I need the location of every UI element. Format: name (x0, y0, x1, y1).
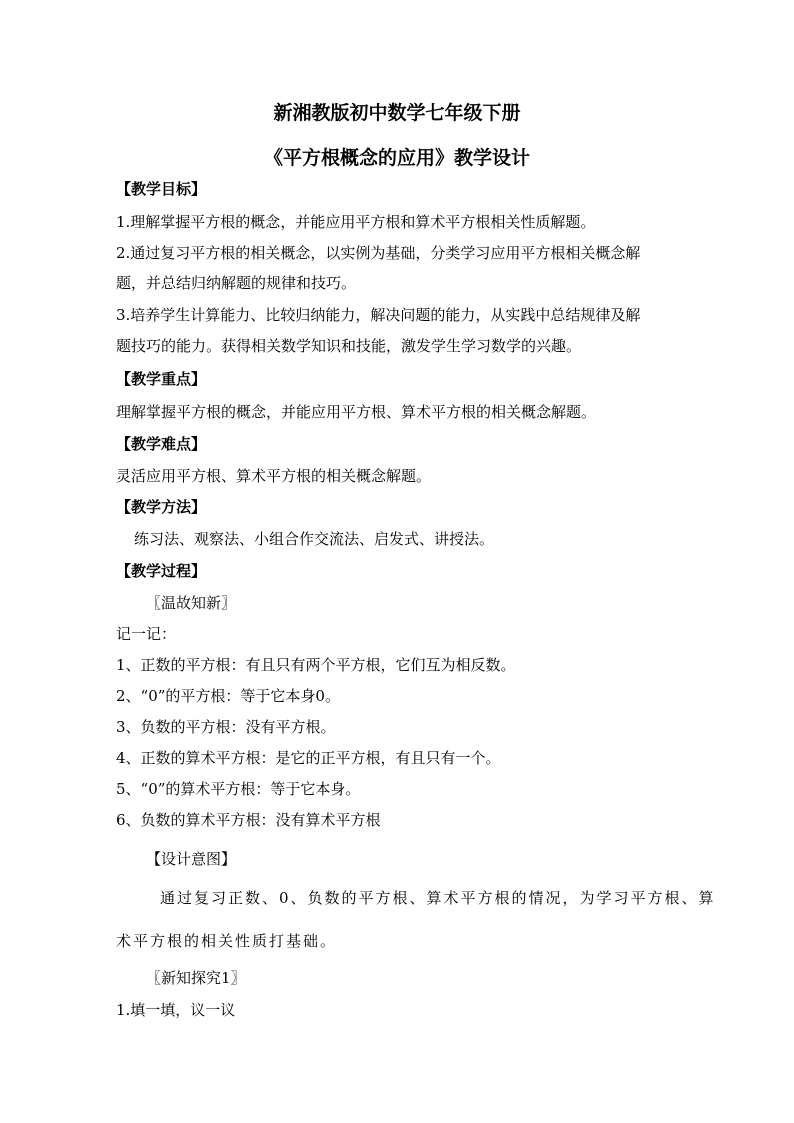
difficulties-text: 灵活应用平方根、算术平方根的相关概念解题。 (116, 467, 432, 485)
methods-heading: 【教学方法】 (116, 498, 207, 516)
list-item: 6、负数的算术平方根：没有算术平方根 (116, 811, 381, 829)
goal-2-line-2: 题，并总结归纳解题的规律和技巧。 (116, 274, 357, 292)
design-intent-label: 【设计意图】 (146, 850, 237, 868)
goal-3-line-1: 3.培养学生计算能力、比较归纳能力，解决问题的能力，从实践中总结规律及解 (116, 306, 641, 324)
fill-in-label: 1.填一填，议一议 (116, 1001, 236, 1019)
process-heading: 【教学过程】 (116, 562, 207, 580)
list-item: 1、正数的平方根：有且只有两个平方根，它们互为相反数。 (116, 656, 516, 674)
key-points-heading: 【教学重点】 (116, 370, 207, 388)
remember-label: 记一记： (116, 625, 177, 643)
explore-label: 〖新知探究1〗 (146, 969, 246, 987)
goal-3-line-2: 题技巧的能力。获得相关数学知识和技能，激发学生学习数学的兴趣。 (116, 337, 582, 355)
list-item: 4、正数的算术平方根：是它的正平方根，有且只有一个。 (116, 749, 501, 767)
review-label: 〖温故知新〗 (146, 594, 237, 612)
list-item: 3、负数的平方根：没有平方根。 (116, 718, 336, 736)
design-intent-line-2: 术平方根的相关性质打基础。 (116, 932, 338, 950)
difficulties-heading: 【教学难点】 (116, 435, 207, 453)
goals-heading: 【教学目标】 (116, 180, 207, 198)
methods-text: 练习法、观察法、小组合作交流法、启发式、讲授法。 (134, 530, 495, 548)
list-item: 5、“0”的算术平方根：等于它本身。 (116, 780, 361, 798)
list-item: 2、“0”的平方根：等于它本身0。 (116, 687, 340, 705)
design-intent-line-1: 通过复习正数、0、负数的平方根、算术平方根的情况，为学习平方根、算 (160, 889, 716, 907)
document-subtitle: 《平方根概念的应用》教学设计 (263, 147, 530, 169)
document-title: 新湘教版初中数学七年级下册 (273, 102, 521, 124)
key-points-text: 理解掌握平方根的概念，并能应用平方根、算术平方根的相关概念解题。 (116, 403, 597, 421)
goal-2-line-1: 2.通过复习平方根的相关概念，以实例为基础，分类学习应用平方根相关概念解 (116, 244, 641, 262)
goal-1: 1.理解掌握平方根的概念，并能应用平方根和算术平方根相关性质解题。 (116, 213, 596, 231)
